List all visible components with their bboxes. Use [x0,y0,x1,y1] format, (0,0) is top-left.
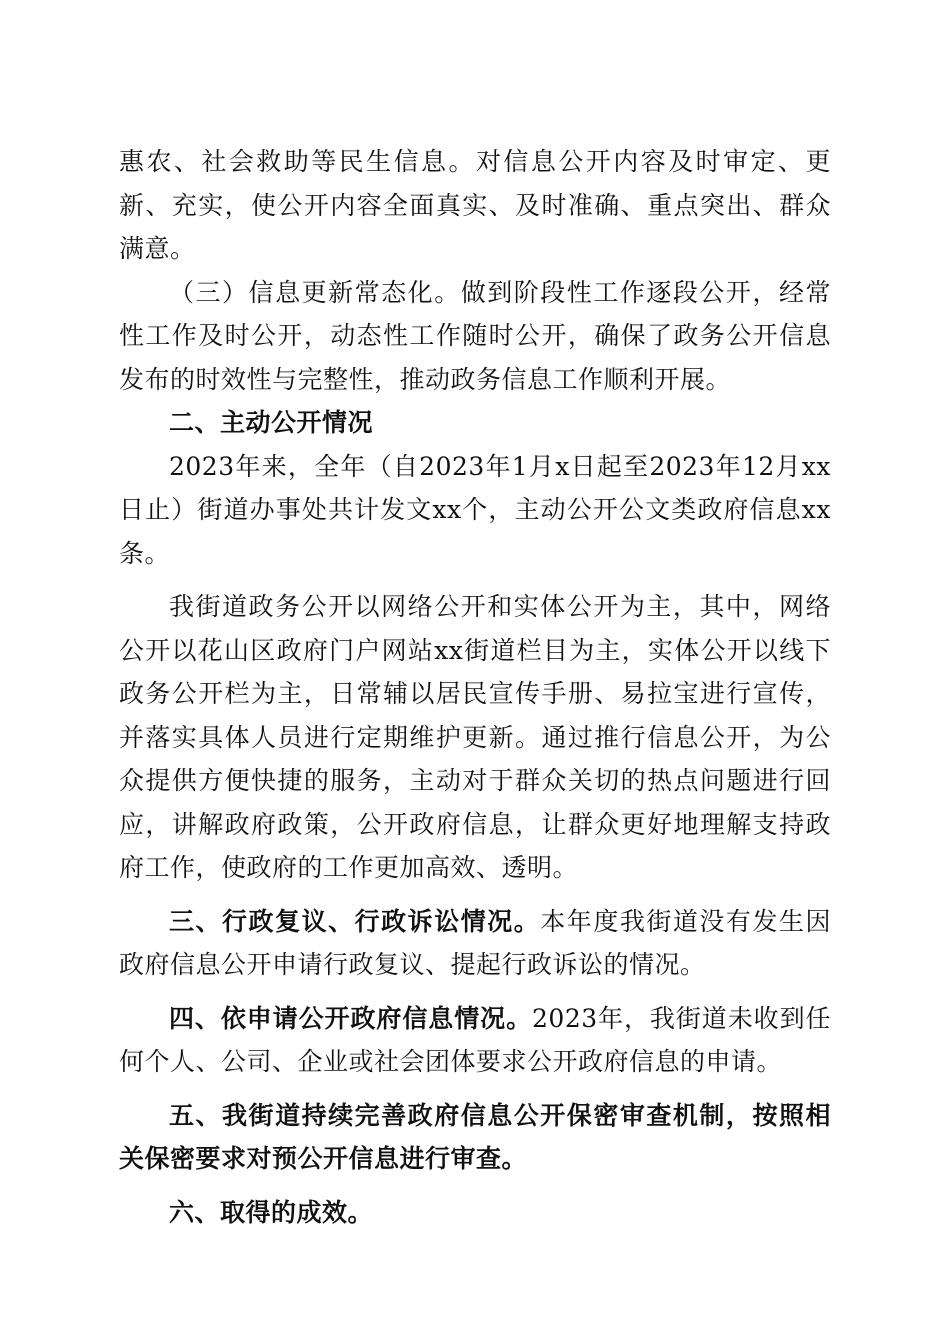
paragraph-disclosure-channels: 我街道政务公开以网络公开和实体公开为主，其中，网络公开以花山区政府门户网站xx街道栏目为主，实体公开以线下政务公开栏为主，日常辅以居民宣传手册、易拉宝进行宣传，并落实具体人员进行定期维护更新。通过推行信息公开，为公众提供方便快捷的服务，主动对于群众关切的热点问题进行回应，讲解政府政策，公开政府信息，让群众更好地理解支持政府工作，使政府的工作更加高效、透明。 [119,592,831,882]
paragraph-application-disclosure [119,997,831,1084]
paragraph-minsheng-info: 惠农、社会救助等民生信息。对信息公开内容及时审定、更新、充实，使公开内容全面真实、及时准确、重点突出、群众满意。 [119,147,831,263]
section-heading-administrative-review: 三、行政复议、行政诉讼情况。 [169,906,541,936]
paragraph-administrative-review [119,900,831,987]
section-heading-proactive-disclosure: 二、主动公开情况 [169,408,374,437]
administrative-review-text: 本年度我街道没有发生因政府信息公开申请行政复议、提起行政诉讼的情况。 [119,906,831,979]
application-disclosure-text: 2023年，我街道未收到任何个人、公司、企业或社会团体要求公开政府信息的申请。 [119,1003,831,1076]
document-body [119,140,831,1234]
section-heading-application-disclosure: 四、依申请公开政府信息情况。 [169,1003,533,1033]
section-heading-confidentiality-review: 五、我街道持续完善政府信息公开保密审查机制，按照相关保密要求对预公开信息进行审查。 [119,1100,831,1173]
paragraph-disclosure-stats: 2023年来，全年（自2023年1月x日起至2023年12月xx日止）街道办事处共计发文xx个，主动公开公文类政府信息xx条。 [119,451,831,568]
paragraph-info-update: （三）信息更新常态化。做到阶段性工作逐段公开，经常性工作及时公开，动态性工作随时公开，确保了政务公开信息发布的时效性与完整性，推动政务信息工作顺利开展。 [119,277,831,394]
section-heading-achievements: 六、取得的成效。 [169,1197,374,1227]
